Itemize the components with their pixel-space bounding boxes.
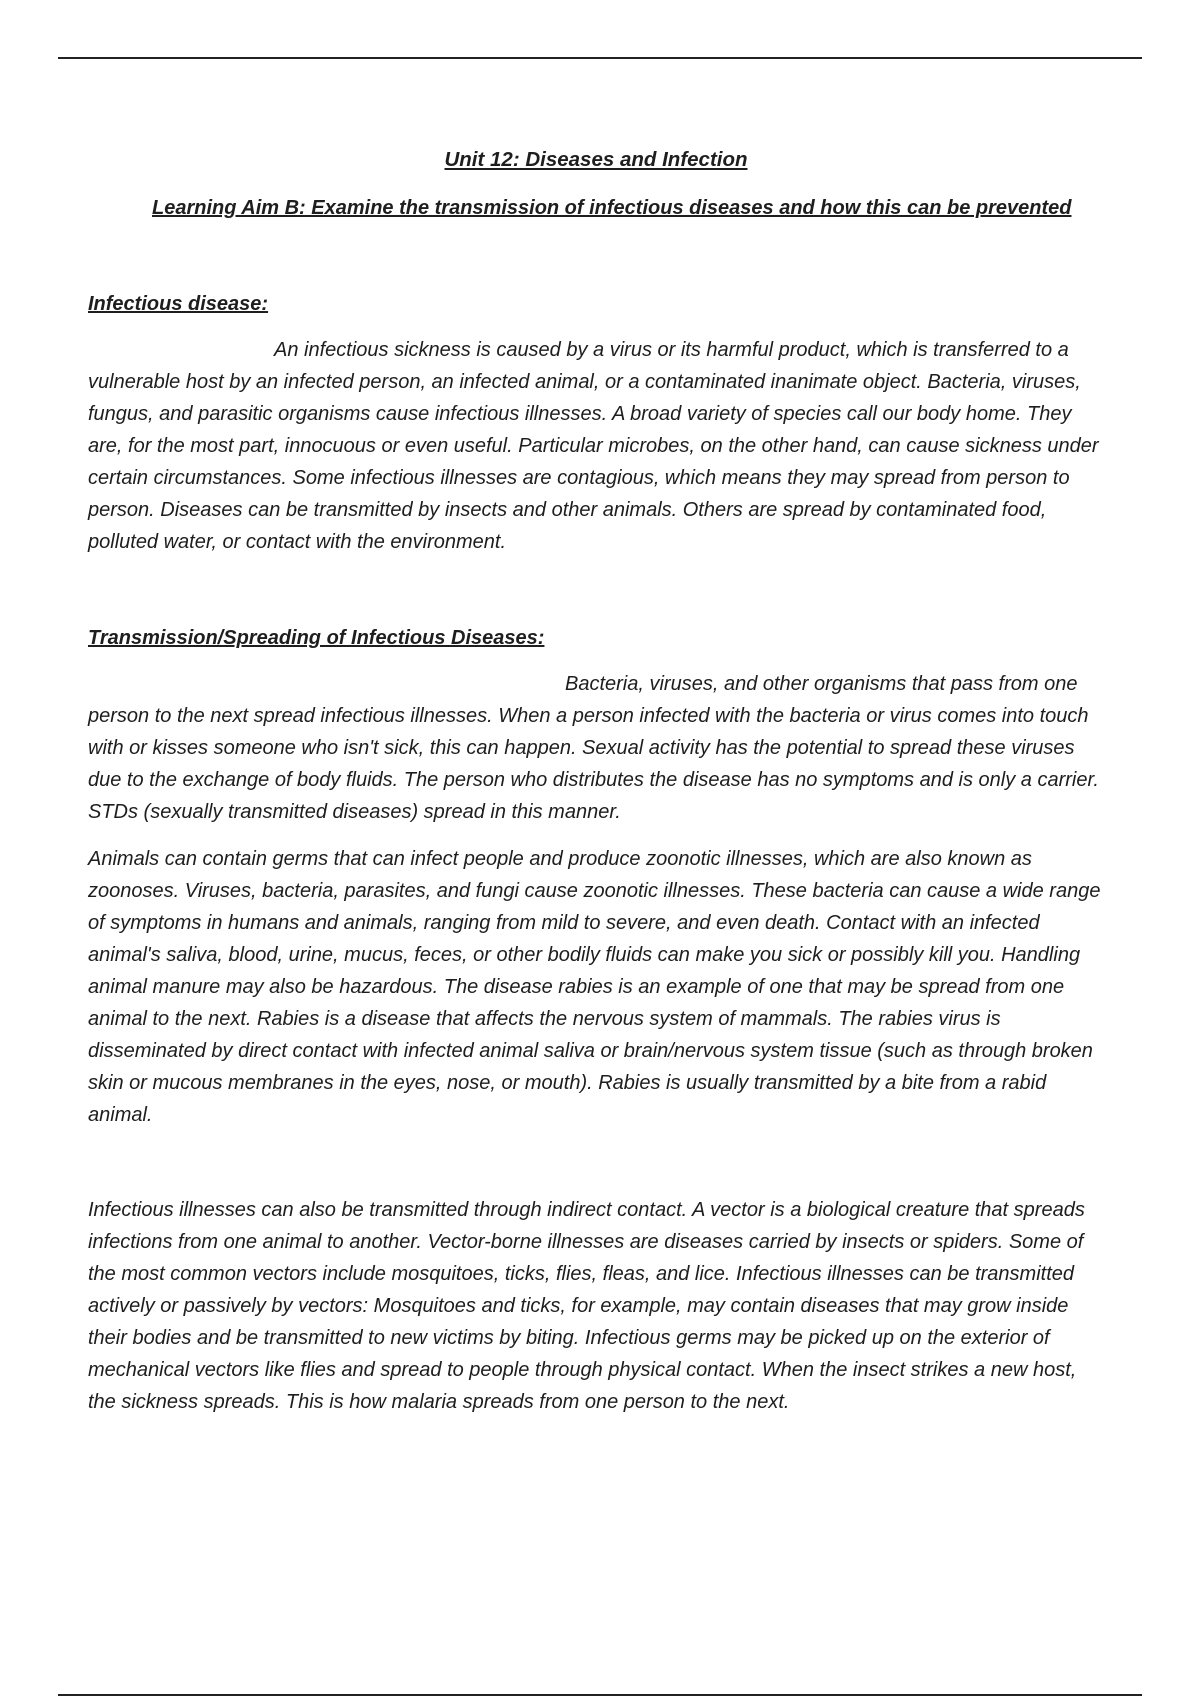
paragraph: An infectious sickness is caused by a virus or its harmful product, which is transferred to a vulnerable host by an infected person, an infected animal, or a contaminated inanimate object. Bacteria, viruses, fungus, and parasitic organisms cause infectious illnesses. A broad variety of species call our body home. They are, for the most part, innocuous or even useful. Particular microbes, on the other hand, can cause sickness under certain circumstances. Some infectious illnesses are contagious, which means they may spread from person to person. Diseases can be transmitted by insects and other animals. Others are spread by contaminated food, polluted water, or contact with the environment. [88, 339, 1099, 553]
paragraph: Animals can contain germs that can infect people and produce zoonotic illnesses, which are also known as zoonoses. Viruses, bacteria, parasites, and fungi cause zoonotic illnesses. These bacteria can cause a wide range of symptoms in humans and animals, ranging from mild to severe, and even death. Contact with an infected animal's saliva, blood, urine, mucus, feces, or other bodily fluids can make you sick or possibly kill you. Handling animal manure may also be hazardous. The disease rabies is an example of one that may be spread from one animal to the next. Rabies is a disease that affects the nervous system of mammals. The rabies virus is disseminated by direct contact with infected animal saliva or brain/nervous system tissue (such as through broken skin or mucous membranes in the eyes, nose, or mouth). Rabies is usually transmitted by a bite from a rabid animal. [88, 848, 1101, 1126]
document-title: Unit 12: Diseases and Infection [444, 148, 748, 171]
learning-aim-subtitle: Learning Aim B: Examine the transmission of infectious diseases and how this can be prevented [152, 197, 1072, 219]
bottom-rule [58, 1694, 1142, 1696]
paragraph: Bacteria, viruses, and other organisms that pass from one person to the next spread infectious illnesses. When a person infected with the bacteria or virus comes into touch with or kisses someone who isn't sick, this can happen. Sexual activity has the potential to spread these viruses due to the exchange of body fluids. The person who distributes the disease has no symptoms and is only a carrier. STDs (sexually transmitted diseases) spread in this manner. [88, 673, 1099, 823]
section-infectious-disease [88, 290, 1104, 558]
section-heading: Transmission/Spreading of Infectious Diseases: [88, 627, 545, 649]
top-rule [58, 57, 1142, 59]
document-page [88, 140, 1104, 1418]
section-heading: Infectious disease: [88, 293, 269, 315]
section-transmission [88, 624, 1104, 1418]
paragraph: Infectious illnesses can also be transmitted through indirect contact. A vector is a biological creature that spreads infections from one animal to another. Vector-borne illnesses are diseases carried by insects or spiders. Some of the most common vectors include mosquitoes, ticks, flies, fleas, and lice. Infectious illnesses can be transmitted actively or passively by vectors: Mosquitoes and ticks, for example, may contain diseases that may grow inside their bodies and be transmitted to new victims by biting. Infectious germs may be picked up on the exterior of mechanical vectors like flies and spread to people through physical contact. When the insect strikes a new host, the sickness spreads. This is how malaria spreads from one person to the next. [88, 1199, 1085, 1413]
